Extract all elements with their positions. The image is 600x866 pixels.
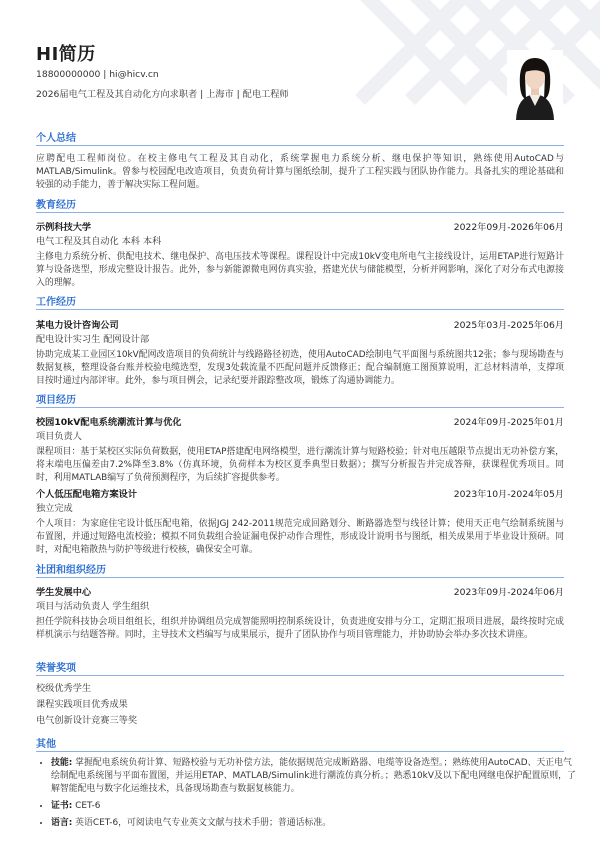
project-name: 个人低压配电箱方案设计	[36, 489, 138, 500]
project-role: 独立完成	[36, 503, 73, 514]
education-description: 主修电力系统分析、供配电技术、继电保护、高电压技术等课程。课程设计中完成10kV变电所电气主接线设计，运用ETAP进行短路计算与设备选型，形成完整设计报告。此外，参与新能源微电网仿真实验，搭建光伏与储能模型，分析并网影响，深化了对分布式电源接入的理解。	[36, 252, 564, 288]
education-major: 电气工程及其自动化 本科 本科	[36, 236, 162, 247]
campus-date: 2023年09月-2024年06月	[453, 587, 564, 598]
section-divider	[36, 675, 564, 676]
section-title-projects: 项目经历	[36, 395, 76, 406]
section-divider	[36, 212, 564, 213]
section-title-education: 教育经历	[36, 200, 76, 211]
skills-label: 技能:	[51, 758, 73, 768]
section-divider	[36, 145, 564, 146]
certificates-label: 证书:	[51, 801, 73, 811]
campus-entry-header	[36, 584, 564, 598]
work-entry-header	[36, 317, 564, 331]
skills-text: 掌握配电系统负荷计算、短路校验与无功补偿方法，能依据规范完成断路器、电缆等设备选型。；熟练使用AutoCAD、天正电气绘制配电系统图与平面布置图，并运用ETAP、MATLAB/Simulink进行潮流仿真分析。；熟悉10kV及以下配电网继电保护配置原则，了解智能配电与数字化运维技术，具备现场勘查与数据复核能力。	[51, 758, 576, 794]
project-entry-header	[36, 414, 564, 428]
section-title-summary: 个人总结	[36, 133, 76, 144]
languages-text: 英语CET-6，可阅读电气专业英文文献与技术手册；普通话标准。	[75, 818, 332, 828]
other-item-certificates	[51, 800, 579, 813]
company-name: 某电力设计咨询公司	[36, 320, 119, 331]
other-item-languages	[51, 817, 579, 830]
work-description: 协助完成某工业园区10kV配网改造项目的负荷统计与线路路径初选，使用AutoCAD绘制电气平面图与系统图共12张；参与现场勘查与数据复核，整理设备台账并校验电缆选型，发现3处载流量不匹配问题并反馈修正；配合编制施工图预算说明，汇总材料清单，支撑项目按时通过内部评审。此外，参与项目例会，记录纪要并跟踪整改项，锻炼了沟通协调能力。	[36, 350, 564, 386]
award-item: 课程实践项目优秀成果	[36, 699, 128, 710]
project-description: 课程项目：基于某校区实际负荷数据，使用ETAP搭建配电网络模型，进行潮流计算与短路校验；针对电压越限节点提出无功补偿方案，将末端电压偏差由7.2%降至3.8%（仿真环境，负荷样本为校区夏季典型日数据）；撰写分析报告并完成答辩，获课程优秀项目。同时，利用MATLAB编写了负荷预测程序，为后续扩容提供参考。	[36, 447, 564, 483]
project-date: 2023年10月-2024年05月	[453, 489, 564, 500]
contact-info: 18800000000 | hi@hicv.cn	[36, 69, 159, 80]
section-title-awards: 荣誉奖项	[36, 663, 76, 674]
other-list	[36, 757, 579, 834]
section-divider	[36, 751, 564, 752]
campus-role: 项目与活动负责人 学生组织	[36, 601, 150, 612]
award-item: 电气创新设计竞赛三等奖	[36, 715, 138, 726]
certificates-text: CET-6	[75, 801, 101, 811]
work-role: 配电设计实习生 配网设计部	[36, 334, 150, 345]
job-intent: 2026届电气工程及其自动化方向求职者 | 上海市 | 配电工程师	[36, 89, 289, 100]
project-description: 个人项目：为家庭住宅设计低压配电箱，依据JGJ 242-2011规范完成回路划分、断路器选型与线径计算；使用天正电气绘制系统图与布置图，并通过短路电流校验；模拟不同负载组合验证漏电保护动作合理性，形成设计说明书与图纸，相关成果用于毕业设计预研。同时，对配电箱散热与防护等级进行校核，确保安全可靠。	[36, 519, 564, 555]
project-date: 2024年09月-2025年01月	[453, 417, 564, 428]
project-name: 校园10kV配电系统潮流计算与优化	[36, 417, 182, 428]
campus-description: 担任学院科技协会项目组组长，组织并协调组员完成智能照明控制系统设计，负责进度安排与分工，定期汇报项目进展，最终按时完成样机演示与结题答辩。同时，主导技术文档编写与成果展示，提升了团队协作与项目管理能力，并协助协会举办多次技术讲座。	[36, 617, 564, 640]
school-name: 示例科技大学	[36, 222, 92, 233]
award-item: 校级优秀学生	[36, 683, 92, 694]
project-role: 项目负责人	[36, 431, 82, 442]
languages-label: 语言:	[51, 818, 73, 828]
section-title-other: 其他	[36, 739, 56, 750]
work-date: 2025年03月-2025年06月	[453, 320, 564, 331]
section-divider	[36, 309, 564, 310]
profile-photo	[507, 50, 563, 120]
resume-name: HI简历	[36, 44, 96, 65]
section-divider	[36, 407, 564, 408]
education-date: 2022年09月-2026年06月	[453, 222, 564, 233]
summary-text: 应聘配电工程师岗位。在校主修电气工程及其自动化，系统掌握电力系统分析、继电保护等知识，熟练使用AutoCAD与MATLAB/Simulink。曾参与校园配电改造项目，负责负荷计算与图纸绘制，提升了工程实践与团队协作能力。具备扎实的理论基础和较强的动手能力，善于解决实际工程问题。	[36, 154, 564, 190]
education-entry-header	[36, 219, 564, 233]
section-title-work: 工作经历	[36, 297, 76, 308]
section-divider	[36, 577, 564, 578]
section-title-campus: 社团和组织经历	[36, 565, 106, 576]
project-entry-header	[36, 486, 564, 500]
organization-name: 学生发展中心	[36, 587, 92, 598]
other-item-skills	[51, 757, 579, 796]
